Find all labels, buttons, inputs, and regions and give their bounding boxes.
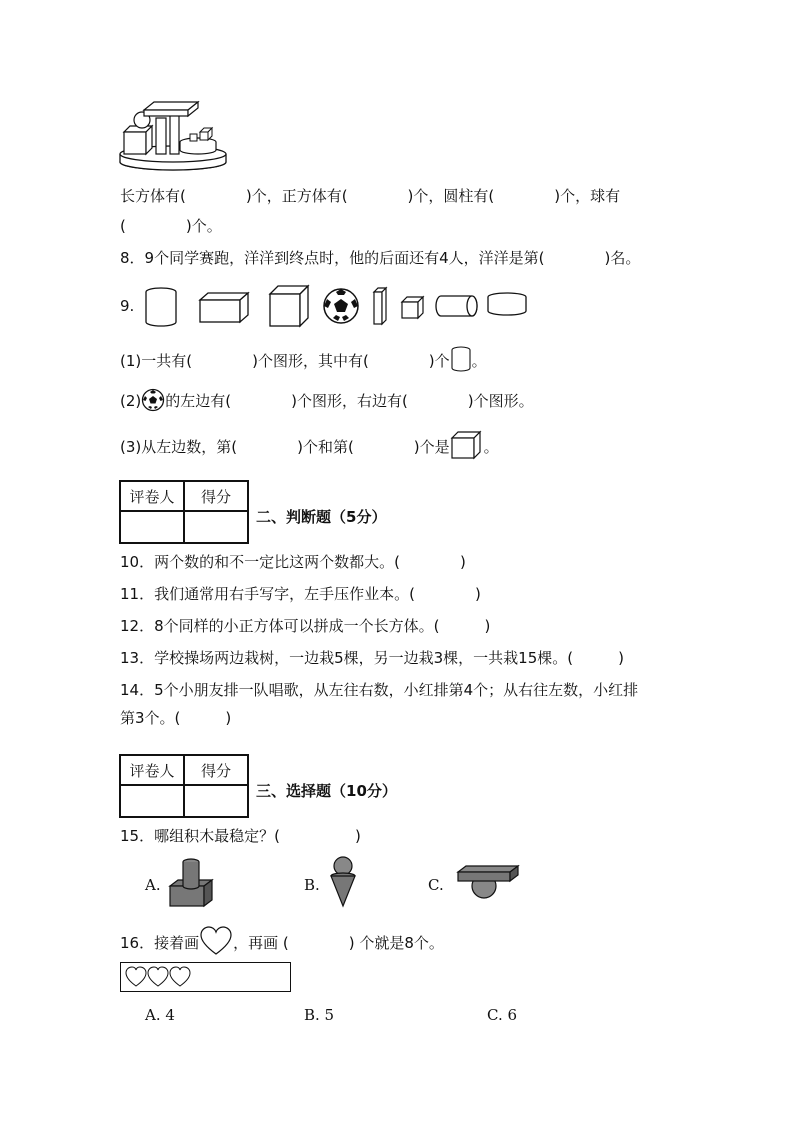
q9-sub2 [120,388,534,412]
soccer-ball-icon [324,289,358,323]
heart-icon [126,967,146,986]
q13-text: 13．学校操场两边栽树，一边栽5棵，另一边栽3棵，一共栽15棵。( ) [120,649,624,667]
score-cell[interactable] [184,511,248,543]
q16-text-after: ，再画 ( ) 个就是8个。 [233,934,444,952]
q14-line2: 第3个。( ) [120,709,232,727]
tall-cuboid-icon [374,288,386,324]
cuboid-icon [200,293,248,322]
q16-text [120,926,444,956]
q9-sub3-text: (3)从左边数，第( )个和第( )个是 [120,438,450,456]
heart-icon [170,967,190,986]
heart-icon [199,926,233,956]
score-cell[interactable] [184,785,248,817]
score-header: 得分 [184,755,248,785]
q16-text-before: 16．接着画 [120,934,200,952]
grader-header: 评卷人 [120,481,184,511]
q7-line1: 长方体有( )个，正方体有( )个，圆柱有( )个，球有 [120,187,621,205]
q15-option-b-blocks[interactable] [328,856,358,908]
q8-text: 8．9个同学赛跑，洋洋到终点时，他的后面还有4人，洋洋是第( )名。 [120,249,641,267]
blocks-illustration [118,98,230,172]
heart-icon [148,967,168,986]
cylinder-icon [146,288,176,326]
lying-cylinder-icon [436,296,477,316]
q9-sub3-end: 。 [483,438,499,456]
soccer-ball-icon [141,388,165,412]
section3-title: 三、选择题（10分） [256,782,397,800]
q12-text: 12．8个同样的小正方体可以拼成一个长方体。( ) [120,617,491,635]
q10-text: 10．两个数的和不一定比这两个数都大。( ) [120,553,466,571]
q15-option-b-label[interactable]: B. [304,876,320,894]
q9-sub3 [120,430,499,460]
q16-option-b[interactable]: B. 5 [304,1006,335,1024]
q15-option-a-label[interactable]: A. [145,876,161,894]
q9-sub1-end: 。 [471,352,487,370]
q16-heart-box [120,962,291,992]
score-header: 得分 [184,481,248,511]
q9-sub2-text: 的左边有( )个图形，右边有( )个图形。 [165,392,534,410]
q14-line1: 14．5个小朋友排一队唱歌，从左往右数，小红排第4个；从右往左数，小红排 [120,681,639,699]
q15-option-c-label[interactable]: C. [428,876,444,894]
q15-option-a-blocks[interactable] [168,856,216,908]
grader-header: 评卷人 [120,755,184,785]
grader-cell[interactable] [120,511,184,543]
q7-line2: ( )个。 [120,217,222,235]
q11-text: 11．我们通常用右手写字，左手压作业本。( ) [120,585,481,603]
small-cube-icon [402,297,423,318]
flat-cylinder-icon [488,293,526,315]
grader-cell[interactable] [120,785,184,817]
cube-icon [270,286,308,326]
q9-sub2-prefix: (2) [120,392,142,410]
q9-number: 9. [120,297,135,315]
q9-shapes-row [140,284,540,330]
cylinder-icon [450,346,472,372]
hearts-row [125,966,191,988]
q9-sub1 [120,346,487,372]
score-table-section2 [119,480,249,544]
cube-icon [450,430,484,460]
q9-sub1-text: (1)一共有( )个图形，其中有( )个 [120,352,450,370]
section2-title: 二、判断题（5分） [256,508,387,526]
score-table-section3 [119,754,249,818]
q16-option-c[interactable]: C. 6 [487,1006,518,1024]
q16-option-a[interactable]: A. 4 [145,1006,175,1024]
q15-text: 15．哪组积木最稳定？( ) [120,827,361,845]
q15-option-c-blocks[interactable] [452,860,524,904]
